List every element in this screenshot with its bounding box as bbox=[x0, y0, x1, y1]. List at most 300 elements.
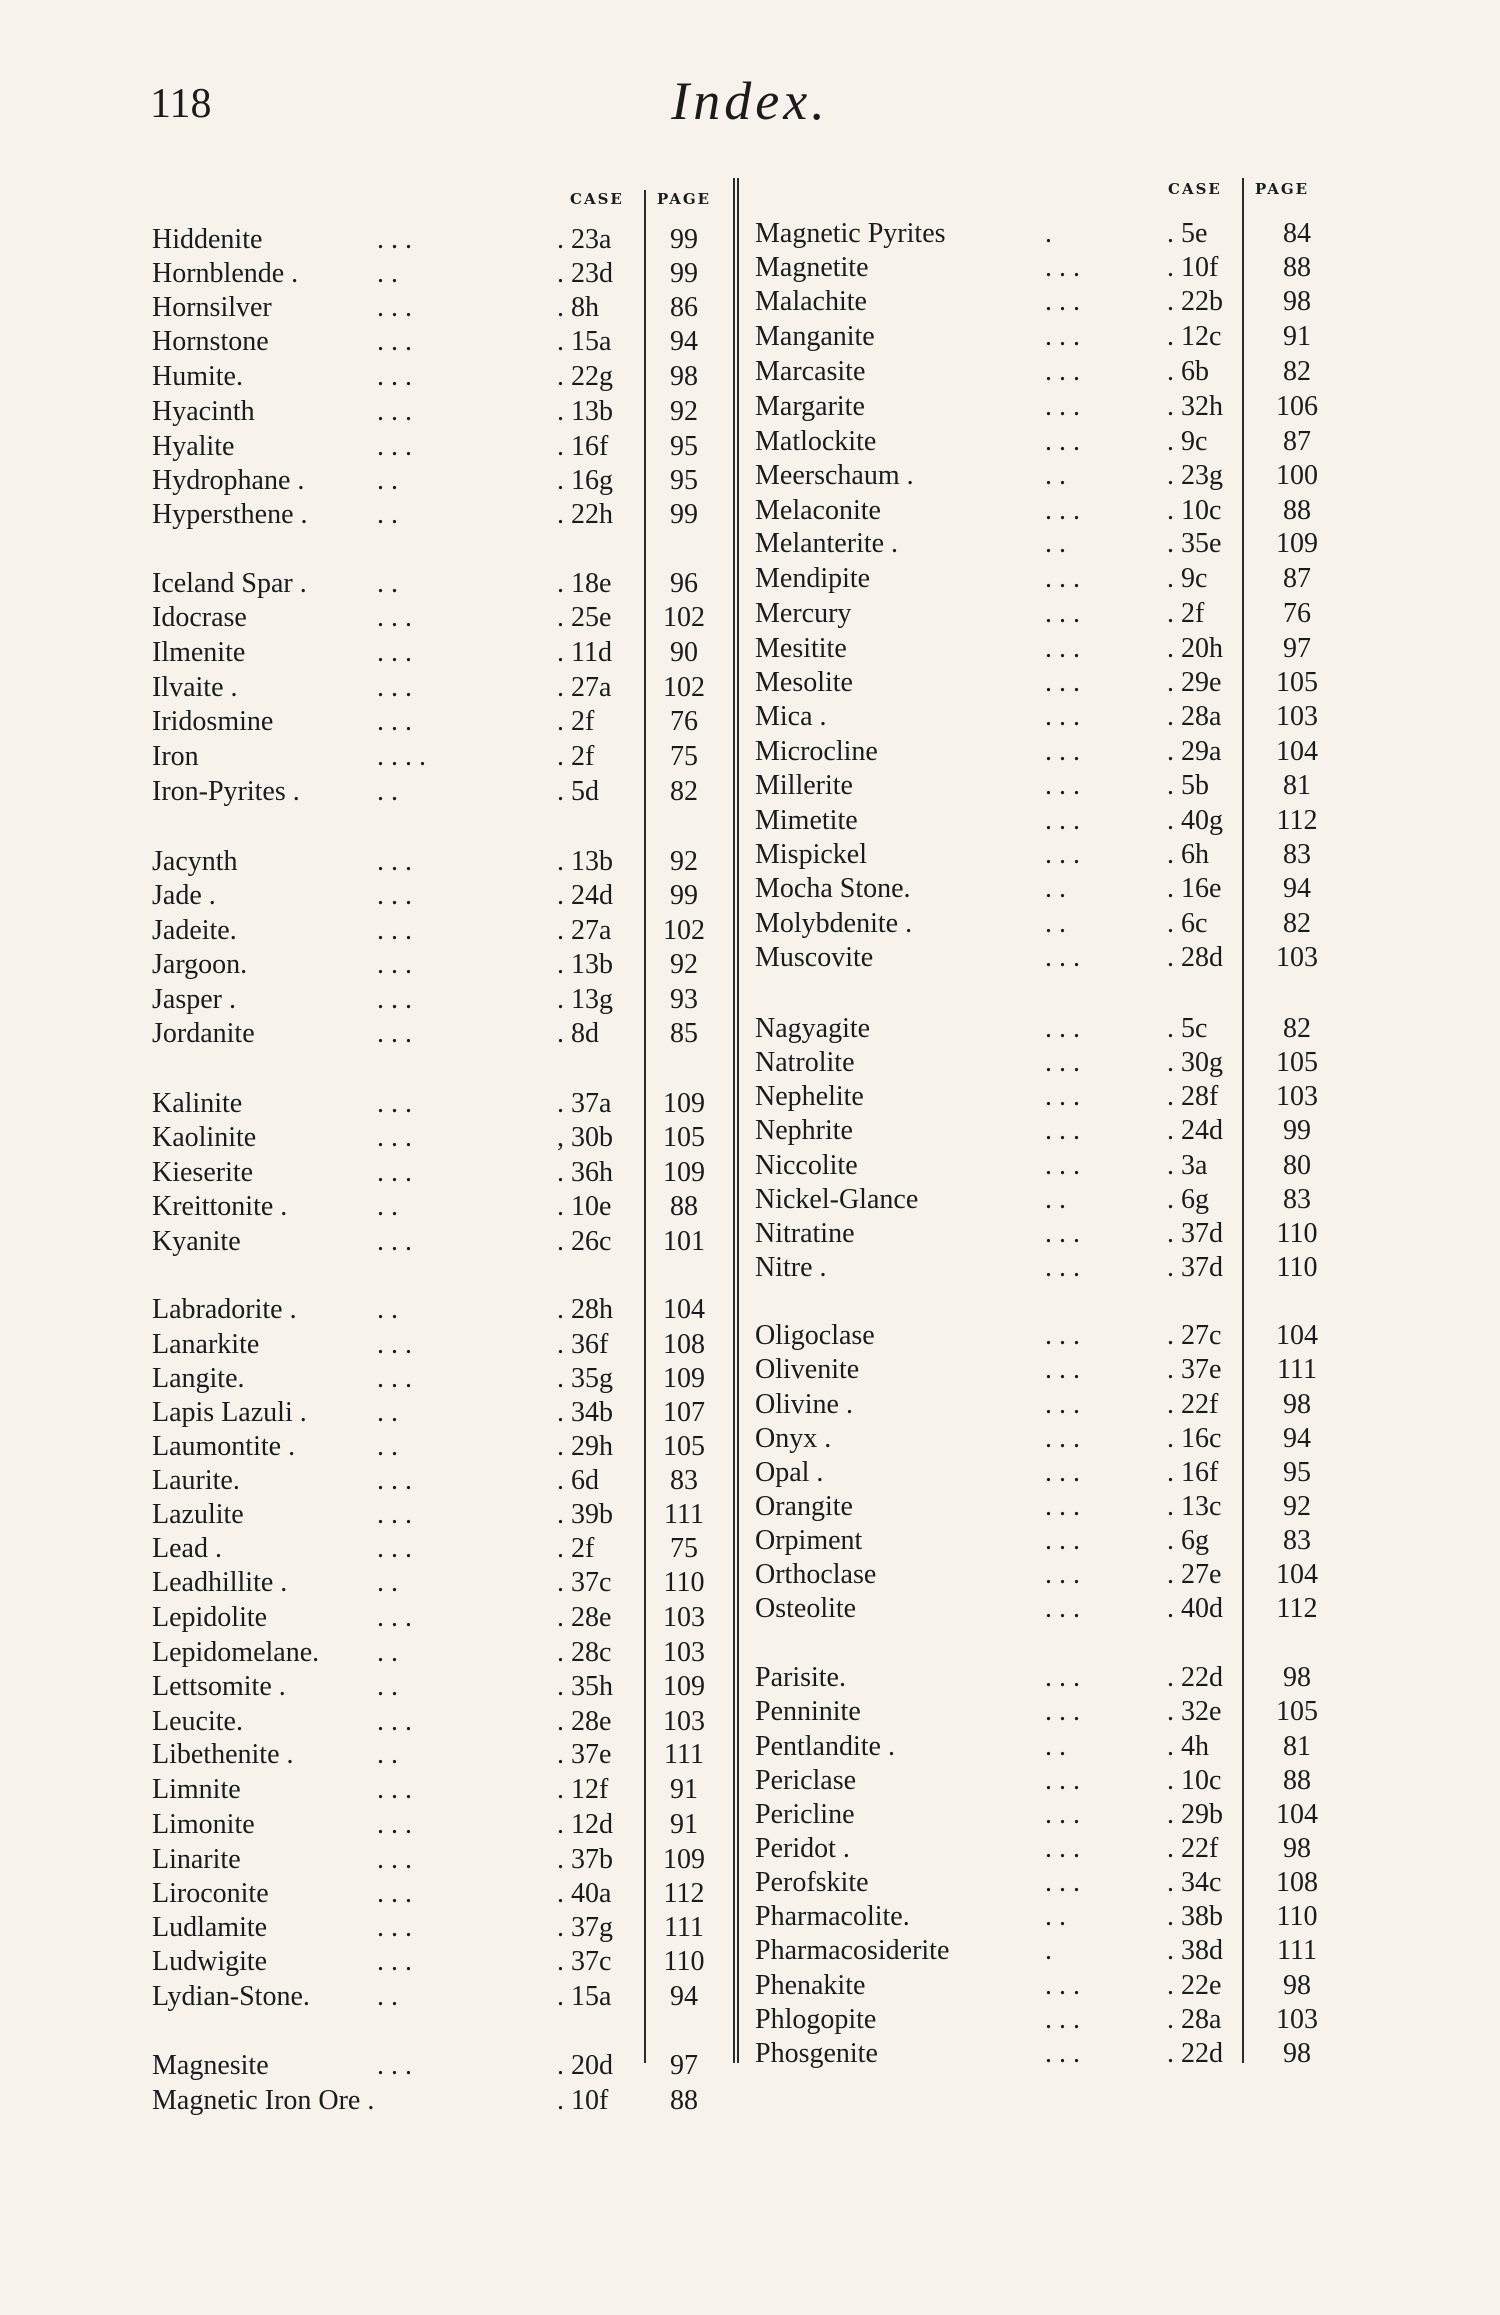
entry-case: . 29a bbox=[1167, 736, 1222, 767]
entry-page: 83 bbox=[1283, 839, 1311, 870]
right-entry bbox=[755, 1149, 1355, 1183]
entry-page: 100 bbox=[1276, 460, 1318, 491]
entry-name: Nephelite bbox=[755, 1081, 864, 1112]
entry-name: Jordanite bbox=[152, 1018, 255, 1049]
entry-page: 102 bbox=[663, 672, 705, 703]
right-entry bbox=[755, 1319, 1355, 1353]
entry-name: Millerite bbox=[755, 770, 853, 801]
entry-name: Nitratine bbox=[755, 1218, 855, 1249]
entry-leader-dots: . . . bbox=[1045, 1320, 1080, 1351]
entry-name: Jargoon. bbox=[152, 949, 248, 980]
entry-page: 92 bbox=[670, 396, 698, 427]
right-entry bbox=[755, 1183, 1355, 1217]
entry-name: Ilvaite . bbox=[152, 672, 238, 703]
right-entry bbox=[755, 1456, 1355, 1490]
entry-name: Mimetite bbox=[755, 805, 858, 836]
entry-leader-dots: . . . bbox=[377, 1809, 412, 1840]
entry-name: Hydrophane . bbox=[152, 465, 305, 496]
left-entry bbox=[152, 1396, 732, 1430]
entry-page: 110 bbox=[663, 1946, 705, 1977]
entry-page: 99 bbox=[670, 258, 698, 289]
entry-case: . 37c bbox=[557, 1946, 612, 1977]
entry-case: . 6c bbox=[1167, 908, 1208, 939]
right-entry bbox=[755, 355, 1355, 389]
entry-page: 104 bbox=[663, 1294, 705, 1325]
left-entry bbox=[152, 1808, 732, 1842]
entry-name: Magnesite bbox=[152, 2050, 269, 2081]
right-entry bbox=[755, 632, 1355, 666]
entry-case: . 37b bbox=[557, 1844, 613, 1875]
left-entry bbox=[152, 1705, 732, 1739]
right-entry bbox=[755, 1661, 1355, 1695]
entry-leader-dots: . . . bbox=[1045, 1662, 1080, 1693]
left-entry bbox=[152, 983, 732, 1017]
entry-leader-dots: . . . bbox=[1045, 1218, 1080, 1249]
left-entry bbox=[152, 1980, 732, 2014]
entry-leader-dots: . . . bbox=[377, 672, 412, 703]
left-entry bbox=[152, 740, 732, 774]
entry-leader-dots: . . . bbox=[377, 224, 412, 255]
entry-case: . 34b bbox=[557, 1397, 613, 1428]
right-case-header: CASE bbox=[1168, 180, 1222, 198]
entry-leader-dots: . . . bbox=[1045, 356, 1080, 387]
right-entry bbox=[755, 1217, 1355, 1251]
entry-case: , 30b bbox=[557, 1122, 613, 1153]
entry-page: 83 bbox=[1283, 1525, 1311, 1556]
entry-leader-dots: . . bbox=[377, 1431, 398, 1462]
entry-leader-dots: . . bbox=[377, 499, 398, 530]
entry-case: . 37a bbox=[557, 1088, 612, 1119]
entry-case: . 9c bbox=[1167, 426, 1208, 457]
entry-page: 93 bbox=[670, 984, 698, 1015]
entry-case: . 30g bbox=[1167, 1047, 1223, 1078]
entry-name: Nephrite bbox=[755, 1115, 853, 1146]
page-number: 118 bbox=[150, 81, 212, 127]
entry-page: 105 bbox=[1276, 1047, 1318, 1078]
entry-page: 94 bbox=[670, 326, 698, 357]
entry-page: 83 bbox=[670, 1465, 698, 1496]
entry-page: 75 bbox=[670, 741, 698, 772]
entry-name: Phlogopite bbox=[755, 2004, 877, 2035]
entry-leader-dots: . . . bbox=[1045, 1491, 1080, 1522]
entry-leader-dots: . . . bbox=[377, 706, 412, 737]
right-entry bbox=[755, 1798, 1355, 1832]
entry-page: 107 bbox=[663, 1397, 705, 1428]
right-entry bbox=[755, 459, 1355, 493]
entry-leader-dots: . . . bbox=[1045, 942, 1080, 973]
entry-name: Lepidolite bbox=[152, 1602, 268, 1633]
entry-name: Osteolite bbox=[755, 1593, 857, 1624]
entry-case: . 16g bbox=[557, 465, 613, 496]
left-entry bbox=[152, 1017, 732, 1051]
entry-name: Mesolite bbox=[755, 667, 853, 698]
entry-leader-dots: . . . bbox=[377, 326, 412, 357]
entry-leader-dots: . . . bbox=[377, 431, 412, 462]
entry-leader-dots: . . bbox=[1045, 1731, 1066, 1762]
entry-page: 88 bbox=[670, 2085, 698, 2116]
entry-page: 110 bbox=[1276, 1901, 1318, 1932]
entry-page: 110 bbox=[663, 1567, 705, 1598]
entry-leader-dots: . . . bbox=[377, 1878, 412, 1909]
center-rule-b bbox=[737, 178, 739, 2063]
entry-page: 109 bbox=[663, 1363, 705, 1394]
entry-leader-dots: . . . bbox=[1045, 1354, 1080, 1385]
entry-page: 104 bbox=[1276, 1799, 1318, 1830]
entry-page: 92 bbox=[1283, 1491, 1311, 1522]
entry-case: . 6g bbox=[1167, 1525, 1209, 1556]
entry-case: . 25e bbox=[557, 602, 612, 633]
entry-leader-dots: . . . bbox=[377, 984, 412, 1015]
entry-leader-dots: . . . bbox=[1045, 770, 1080, 801]
entry-case: . 6b bbox=[1167, 356, 1209, 387]
left-entry bbox=[152, 671, 732, 705]
entry-case: . 15a bbox=[557, 326, 612, 357]
entry-leader-dots: . . . bbox=[1045, 701, 1080, 732]
right-entry bbox=[755, 1934, 1355, 1968]
entry-name: Lapis Lazuli . bbox=[152, 1397, 307, 1428]
entry-case: . 10e bbox=[557, 1191, 612, 1222]
entry-case: . 13b bbox=[557, 949, 613, 980]
left-entry bbox=[152, 395, 732, 429]
left-entry bbox=[152, 257, 732, 291]
entry-page: 94 bbox=[1283, 873, 1311, 904]
entry-name: Mocha Stone. bbox=[755, 873, 911, 904]
entry-case: . 2f bbox=[557, 741, 595, 772]
entry-case: . 37g bbox=[557, 1912, 613, 1943]
entry-name: Langite. bbox=[152, 1363, 245, 1394]
entry-page: 94 bbox=[670, 1981, 698, 2012]
entry-name: Hornstone bbox=[152, 326, 269, 357]
entry-case: . 16e bbox=[1167, 873, 1222, 904]
entry-case: . 23g bbox=[1167, 460, 1223, 491]
right-entry bbox=[755, 1012, 1355, 1046]
entry-name: Lepidomelane. bbox=[152, 1637, 320, 1668]
entry-leader-dots: . . . bbox=[1045, 667, 1080, 698]
entry-page: 109 bbox=[663, 1844, 705, 1875]
right-entry bbox=[755, 494, 1355, 528]
entry-name: Lanarkite bbox=[152, 1329, 260, 1360]
entry-page: 109 bbox=[663, 1157, 705, 1188]
entry-case: . 6g bbox=[1167, 1184, 1209, 1215]
entry-case: . 40d bbox=[1167, 1593, 1223, 1624]
entry-name: Magnetic Pyrites bbox=[755, 218, 946, 249]
right-entry bbox=[755, 907, 1355, 941]
left-entry bbox=[152, 1464, 732, 1498]
entry-case: . 28a bbox=[1167, 2004, 1222, 2035]
left-entry bbox=[152, 1843, 732, 1877]
entry-page: 88 bbox=[1283, 1765, 1311, 1796]
entry-name: Matlockite bbox=[755, 426, 877, 457]
entry-leader-dots: . . . bbox=[377, 396, 412, 427]
entry-name: Iridosmine bbox=[152, 706, 274, 737]
left-entry bbox=[152, 291, 732, 325]
right-entry bbox=[755, 390, 1355, 424]
entry-leader-dots: . . . bbox=[377, 1844, 412, 1875]
entry-page: 98 bbox=[1283, 286, 1311, 317]
left-entry bbox=[152, 948, 732, 982]
page-header bbox=[0, 68, 1500, 148]
entry-leader-dots: . . bbox=[377, 1981, 398, 2012]
left-entry bbox=[152, 1945, 732, 1979]
entry-name: Hornsilver bbox=[152, 292, 272, 323]
entry-case: . 32h bbox=[1167, 391, 1223, 422]
right-entry bbox=[755, 1490, 1355, 1524]
entry-name: Niccolite bbox=[755, 1150, 858, 1181]
entry-page: 99 bbox=[670, 880, 698, 911]
entry-case: . 10c bbox=[1167, 495, 1222, 526]
entry-case: . 5d bbox=[557, 776, 599, 807]
entry-case: . 10f bbox=[1167, 252, 1219, 283]
center-rule-a bbox=[733, 178, 735, 2063]
entry-leader-dots: . . . bbox=[1045, 736, 1080, 767]
right-entry bbox=[755, 1969, 1355, 2003]
left-entry bbox=[152, 1430, 732, 1464]
entry-page: 97 bbox=[670, 2050, 698, 2081]
entry-case: . 5b bbox=[1167, 770, 1209, 801]
entry-page: 103 bbox=[1276, 942, 1318, 973]
right-entry bbox=[755, 1251, 1355, 1285]
entry-name: Hiddenite bbox=[152, 224, 263, 255]
entry-page: 82 bbox=[1283, 908, 1311, 939]
entry-page: 103 bbox=[1276, 701, 1318, 732]
entry-leader-dots: . . . bbox=[1045, 1593, 1080, 1624]
right-entry bbox=[755, 251, 1355, 285]
entry-name: Magnetite bbox=[755, 252, 869, 283]
entry-page: 88 bbox=[1283, 495, 1311, 526]
entry-name: Lazulite bbox=[152, 1499, 244, 1530]
entry-page: 110 bbox=[1276, 1218, 1318, 1249]
entry-case: . 16f bbox=[1167, 1457, 1219, 1488]
entry-name: Idocrase bbox=[152, 602, 247, 633]
entry-page: 98 bbox=[1283, 1389, 1311, 1420]
entry-case: . 22h bbox=[557, 499, 613, 530]
page-title: Index. bbox=[671, 71, 829, 131]
entry-name: Mesitite bbox=[755, 633, 847, 664]
entry-leader-dots: . . . bbox=[377, 1018, 412, 1049]
left-entry bbox=[152, 1601, 732, 1635]
entry-page: 84 bbox=[1283, 218, 1311, 249]
entry-name: Parisite. bbox=[755, 1662, 846, 1693]
entry-page: 110 bbox=[1276, 1252, 1318, 1283]
entry-name: Hyalite bbox=[152, 431, 235, 462]
entry-name: Phenakite bbox=[755, 1970, 866, 2001]
entry-page: 109 bbox=[1276, 528, 1318, 559]
entry-page: 104 bbox=[1276, 736, 1318, 767]
left-entry bbox=[152, 1911, 732, 1945]
entry-case: . 8h bbox=[557, 292, 599, 323]
entry-case: . 29b bbox=[1167, 1799, 1223, 1830]
entry-case: . 16f bbox=[557, 431, 609, 462]
entry-case: . 40a bbox=[557, 1878, 612, 1909]
entry-case: . 22f bbox=[1167, 1833, 1219, 1864]
right-entry bbox=[755, 1046, 1355, 1080]
entry-name: Pentlandite . bbox=[755, 1731, 895, 1762]
entry-leader-dots: . . . bbox=[377, 1946, 412, 1977]
entry-name: Peridot . bbox=[755, 1833, 850, 1864]
left-entry bbox=[152, 1087, 732, 1121]
entry-name: Orpiment bbox=[755, 1525, 863, 1556]
entry-leader-dots: . . . bbox=[1045, 1081, 1080, 1112]
entry-name: Jacynth bbox=[152, 846, 238, 877]
left-entry bbox=[152, 1773, 732, 1807]
left-entry bbox=[152, 1738, 732, 1772]
entry-leader-dots: . . . bbox=[377, 1226, 412, 1257]
entry-case: . 11d bbox=[557, 637, 612, 668]
entry-page: 103 bbox=[1276, 2004, 1318, 2035]
entry-case: . 22e bbox=[1167, 1970, 1222, 2001]
entry-case: . 3a bbox=[1167, 1150, 1208, 1181]
entry-page: 96 bbox=[670, 568, 698, 599]
entry-case: . 28f bbox=[1167, 1081, 1219, 1112]
entry-leader-dots: . . . bbox=[377, 949, 412, 980]
left-entry bbox=[152, 775, 732, 809]
entry-name: Margarite bbox=[755, 391, 865, 422]
entry-case: . 28c bbox=[557, 1637, 612, 1668]
entry-name: Phosgenite bbox=[755, 2038, 878, 2069]
entry-page: 98 bbox=[1283, 1662, 1311, 1693]
entry-name: Mica . bbox=[755, 701, 827, 732]
entry-page: 111 bbox=[1277, 1935, 1317, 1966]
entry-case: . 34c bbox=[1167, 1867, 1222, 1898]
right-entry bbox=[755, 1524, 1355, 1558]
entry-page: 76 bbox=[1283, 598, 1311, 629]
entry-case: . 27a bbox=[557, 672, 612, 703]
entry-case: . 10c bbox=[1167, 1765, 1222, 1796]
entry-name: Marcasite bbox=[755, 356, 866, 387]
entry-name: Laurite. bbox=[152, 1465, 240, 1496]
entry-case: . 36h bbox=[557, 1157, 613, 1188]
entry-leader-dots: . . . bbox=[1045, 1457, 1080, 1488]
entry-page: 83 bbox=[1283, 1184, 1311, 1215]
entry-leader-dots: . . . bbox=[1045, 2004, 1080, 2035]
entry-leader-dots: . . bbox=[377, 568, 398, 599]
entry-leader-dots: . . . bbox=[1045, 495, 1080, 526]
entry-name: Kyanite bbox=[152, 1226, 241, 1257]
right-entry bbox=[755, 1388, 1355, 1422]
entry-case: . 24d bbox=[1167, 1115, 1223, 1146]
entry-case: . 37d bbox=[1167, 1252, 1223, 1283]
entry-name: Ludwigite bbox=[152, 1946, 268, 1977]
entry-leader-dots: . . bbox=[377, 1397, 398, 1428]
entry-page: 82 bbox=[670, 776, 698, 807]
entry-case: . 15a bbox=[557, 1981, 612, 2012]
entry-page: 112 bbox=[663, 1878, 705, 1909]
entry-leader-dots: . . . bbox=[377, 880, 412, 911]
entry-page: 87 bbox=[1283, 426, 1311, 457]
entry-leader-dots: . . . bbox=[1045, 1150, 1080, 1181]
entry-name: Nagyagite bbox=[755, 1013, 871, 1044]
entry-leader-dots: . . bbox=[377, 1191, 398, 1222]
entry-case: . 37d bbox=[1167, 1218, 1223, 1249]
left-entry bbox=[152, 1156, 732, 1190]
left-page-header: PAGE bbox=[657, 190, 712, 208]
right-entry bbox=[755, 1422, 1355, 1456]
entry-page: 91 bbox=[670, 1774, 698, 1805]
entry-name: Lydian-Stone. bbox=[152, 1981, 310, 2012]
entry-name: Melanterite . bbox=[755, 528, 899, 559]
entry-name: Perofskite bbox=[755, 1867, 869, 1898]
entry-page: 106 bbox=[1276, 391, 1318, 422]
entry-leader-dots: . . . bbox=[377, 1774, 412, 1805]
entry-case: . 22g bbox=[557, 361, 613, 392]
entry-case: . 35e bbox=[1167, 528, 1222, 559]
entry-leader-dots: . . . bbox=[1045, 1423, 1080, 1454]
left-entry bbox=[152, 1532, 732, 1566]
entry-case: . 29h bbox=[557, 1431, 613, 1462]
entry-page: 91 bbox=[670, 1809, 698, 1840]
entry-leader-dots: . . . bbox=[377, 1088, 412, 1119]
entry-leader-dots: . . . bbox=[1045, 1115, 1080, 1146]
right-entry bbox=[755, 2003, 1355, 2037]
right-entry bbox=[755, 1730, 1355, 1764]
entry-leader-dots: . . bbox=[377, 1671, 398, 1702]
entry-name: Olivenite bbox=[755, 1354, 860, 1385]
right-entry bbox=[755, 1695, 1355, 1729]
left-entry bbox=[152, 1877, 732, 1911]
entry-case: . 32e bbox=[1167, 1696, 1222, 1727]
right-entry bbox=[755, 1558, 1355, 1592]
left-entry bbox=[152, 1328, 732, 1362]
entry-name: Iron-Pyrites . bbox=[152, 776, 300, 807]
entry-leader-dots: . . . bbox=[377, 1602, 412, 1633]
entry-case: . 40g bbox=[1167, 805, 1223, 836]
entry-case: . 39b bbox=[557, 1499, 613, 1530]
left-entry bbox=[152, 2084, 732, 2118]
entry-name: Pericline bbox=[755, 1799, 855, 1830]
left-entry bbox=[152, 705, 732, 739]
entry-name: Kalinite bbox=[152, 1088, 243, 1119]
entry-case: . 6h bbox=[1167, 839, 1209, 870]
entry-case: . 35g bbox=[557, 1363, 613, 1394]
entry-name: Molybdenite . bbox=[755, 908, 913, 939]
entry-case: . 27c bbox=[1167, 1320, 1222, 1351]
right-entry bbox=[755, 1353, 1355, 1387]
entry-leader-dots: . bbox=[1045, 1935, 1052, 1966]
entry-page: 109 bbox=[663, 1671, 705, 1702]
entry-page: 111 bbox=[664, 1912, 704, 1943]
entry-case: . 12c bbox=[1167, 321, 1222, 352]
entry-page: 102 bbox=[663, 915, 705, 946]
entry-page: 99 bbox=[670, 224, 698, 255]
entry-page: 111 bbox=[664, 1739, 704, 1770]
entry-leader-dots: . . . bbox=[1045, 1525, 1080, 1556]
left-entry bbox=[152, 1293, 732, 1327]
entry-leader-dots: . . bbox=[377, 1294, 398, 1325]
entry-leader-dots: . . . bbox=[377, 1533, 412, 1564]
right-entry bbox=[755, 1114, 1355, 1148]
entry-page: 91 bbox=[1283, 321, 1311, 352]
entry-leader-dots: . . . bbox=[1045, 633, 1080, 664]
left-entry bbox=[152, 1566, 732, 1600]
right-entry bbox=[755, 597, 1355, 631]
entry-name: Olivine . bbox=[755, 1389, 853, 1420]
entry-name: Iceland Spar . bbox=[152, 568, 307, 599]
left-entry bbox=[152, 2049, 732, 2083]
entry-page: 81 bbox=[1283, 770, 1311, 801]
entry-case: . 28d bbox=[1167, 942, 1223, 973]
entry-name: Kieserite bbox=[152, 1157, 254, 1188]
entry-page: 82 bbox=[1283, 1013, 1311, 1044]
entry-case: . 37e bbox=[1167, 1354, 1222, 1385]
entry-case: . 24d bbox=[557, 880, 613, 911]
entry-leader-dots: . bbox=[1045, 218, 1052, 249]
entry-page: 105 bbox=[663, 1431, 705, 1462]
right-page-header: PAGE bbox=[1255, 180, 1310, 198]
entry-leader-dots: . . . bbox=[1045, 286, 1080, 317]
entry-name: Manganite bbox=[755, 321, 875, 352]
entry-page: 103 bbox=[1276, 1081, 1318, 1112]
entry-page: 109 bbox=[663, 1088, 705, 1119]
